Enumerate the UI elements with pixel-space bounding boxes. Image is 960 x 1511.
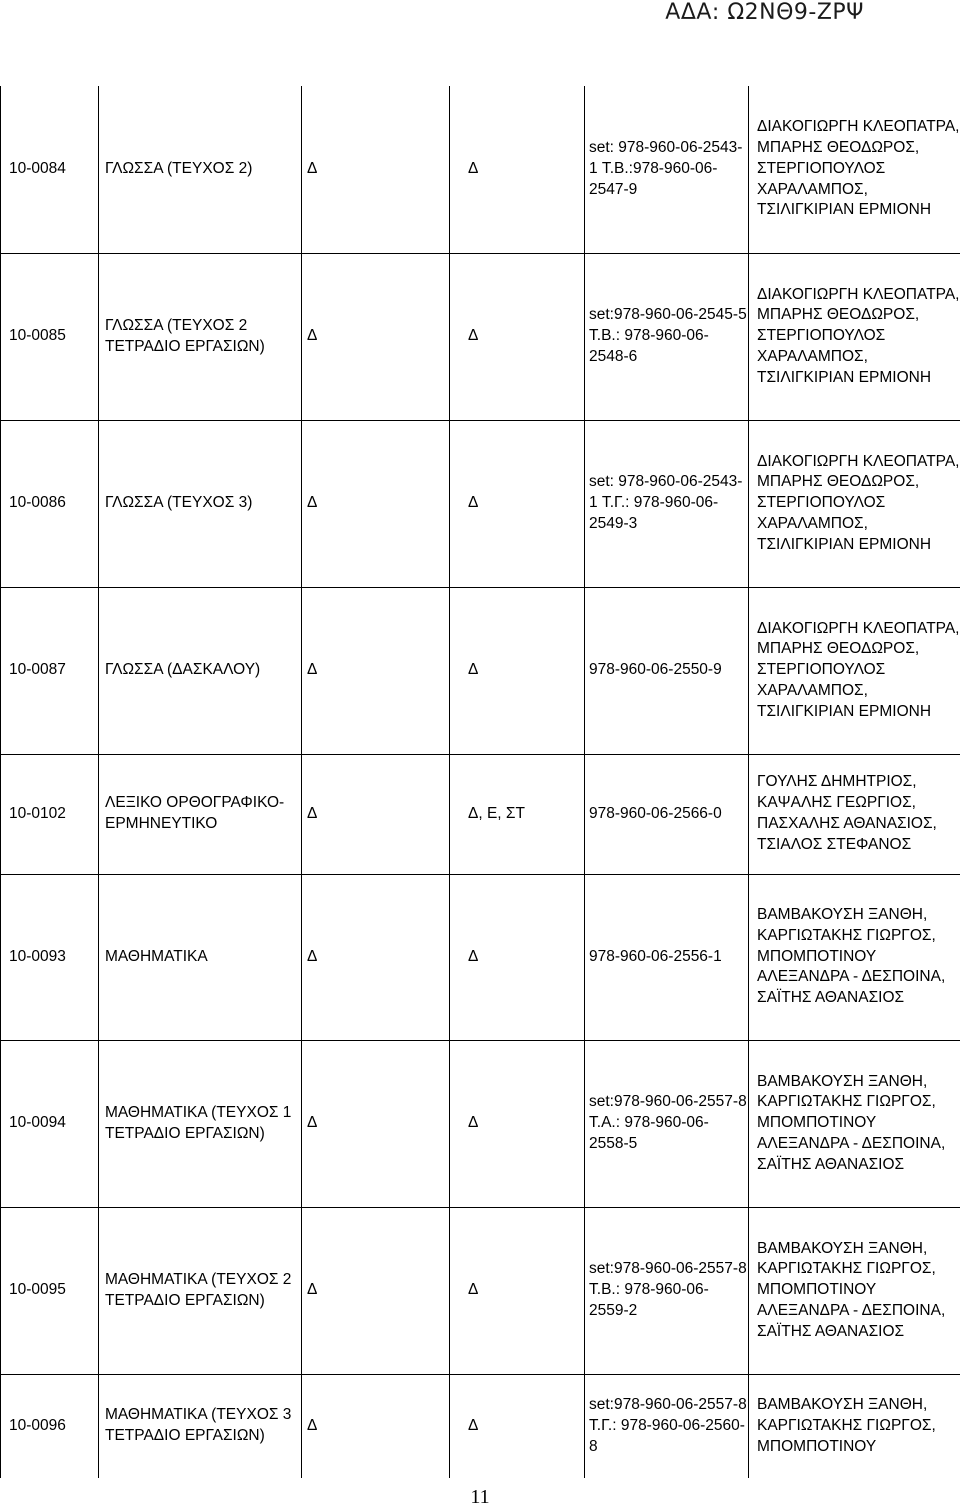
class-level: Δ <box>302 253 450 420</box>
isbn: set:978-960-06-2557-8 Τ.Α.: 978-960-06-2558-5 <box>585 1040 749 1207</box>
grade-level: Δ <box>450 420 585 587</box>
book-code: 10-0084 <box>1 86 99 253</box>
class-level: Δ <box>302 587 450 754</box>
authors: ΒΑΜΒΑΚΟΥΣΗ ΞΑΝΘΗ, ΚΑΡΓΙΩΤΑΚΗΣ ΓΙΩΡΓΟΣ, ΜΠΟΜΠΟΤΙΝΟΥ <box>749 1374 960 1478</box>
grade-level: Δ <box>450 1374 585 1478</box>
book-code: 10-0095 <box>1 1207 99 1374</box>
authors: ΔΙΑΚΟΓΙΩΡΓΗ ΚΛΕΟΠΑΤΡΑ, ΜΠΑΡΗΣ ΘΕΟΔΩΡΟΣ, ΣΤΕΡΓΙΟΠΟΥΛΟΣ ΧΑΡΑΛΑΜΠΟΣ, ΤΣΙΛΙΓΚΙΡΙΑΝ ΕΡΜΙΟΝΗ <box>749 86 960 253</box>
authors: ΒΑΜΒΑΚΟΥΣΗ ΞΑΝΘΗ, ΚΑΡΓΙΩΤΑΚΗΣ ΓΙΩΡΓΟΣ, ΜΠΟΜΠΟΤΙΝΟΥ ΑΛΕΞΑΝΔΡΑ - ΔΕΣΠΟΙΝΑ, ΣΑΪΤΗΣ ΑΘΑΝΑΣΙΟΣ <box>749 1040 960 1207</box>
isbn: set: 978-960-06-2543-1 Τ.Β.:978-960-06-2547-9 <box>585 86 749 253</box>
isbn: 978-960-06-2566-0 <box>585 754 749 874</box>
grade-level: Δ <box>450 1207 585 1374</box>
book-title: ΓΛΩΣΣΑ (ΔΑΣΚΑΛΟΥ) <box>99 587 302 754</box>
authors: ΔΙΑΚΟΓΙΩΡΓΗ ΚΛΕΟΠΑΤΡΑ, ΜΠΑΡΗΣ ΘΕΟΔΩΡΟΣ, ΣΤΕΡΓΙΟΠΟΥΛΟΣ ΧΑΡΑΛΑΜΠΟΣ, ΤΣΙΛΙΓΚΙΡΙΑΝ ΕΡΜΙΟΝΗ <box>749 420 960 587</box>
book-title: ΜΑΘΗΜΑΤΙΚΑ <box>99 874 302 1040</box>
book-title: ΓΛΩΣΣΑ (ΤΕΥΧΟΣ 2) <box>99 86 302 253</box>
grade-level: Δ, Ε, ΣΤ <box>450 754 585 874</box>
authors: ΒΑΜΒΑΚΟΥΣΗ ΞΑΝΘΗ, ΚΑΡΓΙΩΤΑΚΗΣ ΓΙΩΡΓΟΣ, ΜΠΟΜΠΟΤΙΝΟΥ ΑΛΕΞΑΝΔΡΑ - ΔΕΣΠΟΙΝΑ, ΣΑΪΤΗΣ ΑΘΑΝΑΣΙΟΣ <box>749 874 960 1040</box>
isbn: 978-960-06-2550-9 <box>585 587 749 754</box>
class-level: Δ <box>302 1374 450 1478</box>
table-row <box>1 1040 960 1207</box>
book-title: ΓΛΩΣΣΑ (ΤΕΥΧΟΣ 3) <box>99 420 302 587</box>
book-title: ΛΕΞΙΚΟ ΟΡΘΟΓΡΑΦΙΚΟ-ΕΡΜΗΝΕΥΤΙΚΟ <box>99 754 302 874</box>
authors: ΒΑΜΒΑΚΟΥΣΗ ΞΑΝΘΗ, ΚΑΡΓΙΩΤΑΚΗΣ ΓΙΩΡΓΟΣ, ΜΠΟΜΠΟΤΙΝΟΥ ΑΛΕΞΑΝΔΡΑ - ΔΕΣΠΟΙΝΑ, ΣΑΪΤΗΣ ΑΘΑΝΑΣΙΟΣ <box>749 1207 960 1374</box>
book-code: 10-0087 <box>1 587 99 754</box>
grade-level: Δ <box>450 1040 585 1207</box>
grade-level: Δ <box>450 587 585 754</box>
table-row <box>1 420 960 587</box>
book-title: ΓΛΩΣΣΑ (ΤΕΥΧΟΣ 2 ΤΕΤΡΑΔΙΟ ΕΡΓΑΣΙΩΝ) <box>99 253 302 420</box>
table-row <box>1 1374 960 1478</box>
isbn: set:978-960-06-2545-5 Τ.Β.: 978-960-06-2548-6 <box>585 253 749 420</box>
book-code: 10-0093 <box>1 874 99 1040</box>
book-code: 10-0094 <box>1 1040 99 1207</box>
class-level: Δ <box>302 1040 450 1207</box>
authors: ΔΙΑΚΟΓΙΩΡΓΗ ΚΛΕΟΠΑΤΡΑ, ΜΠΑΡΗΣ ΘΕΟΔΩΡΟΣ, ΣΤΕΡΓΙΟΠΟΥΛΟΣ ΧΑΡΑΛΑΜΠΟΣ, ΤΣΙΛΙΓΚΙΡΙΑΝ ΕΡΜΙΟΝΗ <box>749 587 960 754</box>
page-number: 11 <box>470 1486 490 1508</box>
book-title: ΜΑΘΗΜΑΤΙΚΑ (ΤΕΥΧΟΣ 3 ΤΕΤΡΑΔΙΟ ΕΡΓΑΣΙΩΝ) <box>99 1374 302 1478</box>
book-code: 10-0102 <box>1 754 99 874</box>
book-title: ΜΑΘΗΜΑΤΙΚΑ (ΤΕΥΧΟΣ 1 ΤΕΤΡΑΔΙΟ ΕΡΓΑΣΙΩΝ) <box>99 1040 302 1207</box>
class-level: Δ <box>302 420 450 587</box>
isbn: set: 978-960-06-2543-1 Τ.Γ.: 978-960-06-2549-3 <box>585 420 749 587</box>
class-level: Δ <box>302 874 450 1040</box>
book-title: ΜΑΘΗΜΑΤΙΚΑ (ΤΕΥΧΟΣ 2 ΤΕΤΡΑΔΙΟ ΕΡΓΑΣΙΩΝ) <box>99 1207 302 1374</box>
authors: ΔΙΑΚΟΓΙΩΡΓΗ ΚΛΕΟΠΑΤΡΑ, ΜΠΑΡΗΣ ΘΕΟΔΩΡΟΣ, ΣΤΕΡΓΙΟΠΟΥΛΟΣ ΧΑΡΑΛΑΜΠΟΣ, ΤΣΙΛΙΓΚΙΡΙΑΝ ΕΡΜΙΟΝΗ <box>749 253 960 420</box>
grade-level: Δ <box>450 253 585 420</box>
book-code: 10-0086 <box>1 420 99 587</box>
table-row <box>1 253 960 420</box>
table-row <box>1 874 960 1040</box>
grade-level: Δ <box>450 86 585 253</box>
isbn: 978-960-06-2556-1 <box>585 874 749 1040</box>
table-row <box>1 754 960 874</box>
table-row <box>1 1207 960 1374</box>
class-level: Δ <box>302 754 450 874</box>
isbn: set:978-960-06-2557-8 Τ.Γ.: 978-960-06-2560-8 <box>585 1374 749 1478</box>
class-level: Δ <box>302 1207 450 1374</box>
grade-level: Δ <box>450 874 585 1040</box>
table-row <box>1 587 960 754</box>
book-code: 10-0085 <box>1 253 99 420</box>
ada-code: ΑΔΑ: Ω2ΝΘ9-ΖΡΨ <box>665 0 864 25</box>
books-table <box>0 86 960 1478</box>
class-level: Δ <box>302 86 450 253</box>
table-row <box>1 86 960 253</box>
isbn: set:978-960-06-2557-8 Τ.Β.: 978-960-06-2559-2 <box>585 1207 749 1374</box>
book-code: 10-0096 <box>1 1374 99 1478</box>
authors: ΓΟΥΛΗΣ ΔΗΜΗΤΡΙΟΣ, ΚΑΨΑΛΗΣ ΓΕΩΡΓΙΟΣ, ΠΑΣΧΑΛΗΣ ΑΘΑΝΑΣΙΟΣ, ΤΣΙΑΛΟΣ ΣΤΕΦΑΝΟΣ <box>749 754 960 874</box>
